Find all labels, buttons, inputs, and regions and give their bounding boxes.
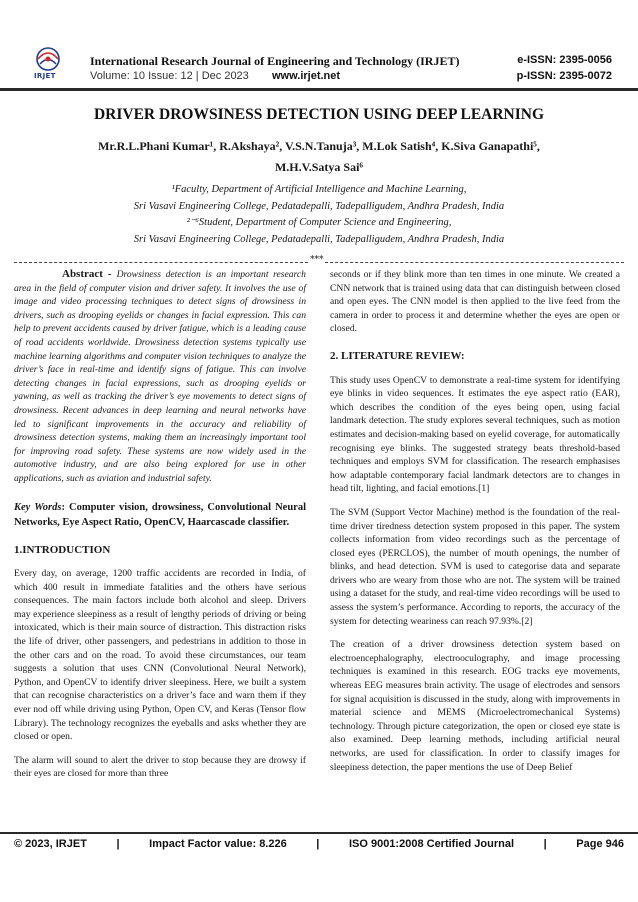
authors-line: M.H.V.Satya Sai⁶	[274, 160, 364, 174]
affiliation-line: ¹Faculty, Department of Artificial Intelligence and Machine Learning,	[171, 184, 467, 195]
abstract-text: Drowsiness detection is an important research area in the field of computer vision and driver safety. It involves the use of image and video processing techniques to detect signs of drowsiness in drivers, such as drooping eyelids or changes in facial expression. This can help to prevent accidents caused by driver fatigue, which is a leading cause of road accidents worldwide. Drowsiness detection systems typically use machine learning algorithms and computer vision techniques to analyze the driver’s face in real-time and identify signs of fatigue. This can involve detecting changes in facial expressions, such as drooping eyelids or yawning, as well as tracking the driver’s eye movements to detect signs of drowsiness. Recent advances in deep learning and neural networks have led to significant improvements in the accuracy and reliability of drowsiness detection systems, making them an increasingly important tool for improving road safety. These systems are now widely used in the automotive industry, and are also being explored for use in other applications, such as aviation and industrial safety.	[14, 269, 306, 484]
right-column	[330, 268, 620, 774]
keywords-label: Key Words	[14, 501, 62, 513]
footer-page-number: Page 946	[576, 838, 624, 850]
lit-paragraph: The creation of a driver drowsiness detection system based on electroencephalography, electrooculography, and image processing techniques is examined in this research. EOG tracks eye movements, whereas EEG measures brain activity. The usage of electrodes and sensors for signal acquisition is discussed in the study, along with improvements in material science and MEMS (Microelectromechanical Systems) technology. Through picture categorization, the open or closed eye state is also examined. Deep learning methods, including artificial neural networks, are used for classification. In order to classify images for sleepiness detection, the paper mentions the use of Deep Belief	[330, 639, 620, 773]
e-issn: e-ISSN: 2395-0056	[517, 54, 612, 66]
section-heading-literature: 2. LITERATURE REVIEW:	[330, 349, 465, 362]
journal-title: International Research Journal of Engineering and Technology (IRJET)	[90, 54, 460, 68]
intro-paragraph-continued: seconds or if they blink more than ten times in one minute. We created a CNN network that is trained using data that can distinguish between closed and open eyes. The CNN model is then applied to the live feed from the camera in order to process it and determine whether the eyes are open or closed.	[330, 269, 620, 335]
footer-impact-factor: Impact Factor value: 8.226	[149, 838, 287, 850]
page-footer	[14, 838, 624, 850]
logo-text: IRJET	[34, 72, 56, 80]
p-issn: p-ISSN: 2395-0072	[516, 70, 612, 82]
lit-paragraph: The SVM (Support Vector Machine) method is the foundation of the real-time driver tiredness detection system proposed in this paper. The system collects information from video recordings such as the percentage of closed eyes (PERCLOS), the number of mouth openings, the number of blinks, and head detection. SVM is used to categorise data and separate drivers who are weary from those who are not. The system will be trained using a dataset for the study, and real-time video recordings will be used to assess the system’s performance. According to reports, the accuracy of the system for detecting weariness can reach 97.93%.[2]	[330, 506, 620, 627]
keywords	[14, 500, 306, 530]
keywords-text: : Computer vision, drowsiness, Convolutional Neural Networks, Eye Aspect Ratio, OpenCV, Haarcascade classifier.	[14, 501, 306, 528]
authors	[40, 136, 598, 178]
lit-paragraph: This study uses OpenCV to demonstrate a real-time system for identifying eye blinks in video sequences. It estimates the eye aspect ratio (EAR), which describes the condition of the eyes being open, using facial landmark detection. The study explores several techniques, such as motion estimates and decision-making based on eyelid coverage, for automatically recognising eye blinks. The suggested strategy beats threshold-based techniques and employs SVM for classification. The research emphasises how adaptable contemporary facial landmark detectors are to changes in head tilt, lighting, and facial emotions.[1]	[330, 374, 620, 495]
volume-issue: Volume: 10 Issue: 12 | Dec 2023	[90, 70, 249, 82]
footer-iso: ISO 9001:2008 Certified Journal	[348, 838, 515, 850]
footer-copyright: © 2023, IRJET	[14, 838, 87, 850]
section-heading-introduction: 1.INTRODUCTION	[14, 543, 111, 556]
intro-paragraph: Every day, on average, 1200 traffic accidents are recorded in India, of which 400 result in immediate fatalities and the others have serious consequences. The main factors include both alcohol and sleep. Drivers may experience sleepiness as a result of lengthy periods of driving or being intoxicated, which is their main source of distraction. This distraction risks the life of driver, other passengers, and pedestrians in addition to those in the other cars and on the road. To avoid these circumstances, our team suggests a solution that uses CNN (Convolutional Neural Network), Python, and OpenCV to identify driver sleepiness. Here, we built a system that can recognise characteristics on a driver’s face and warn them if they ever nod off while driving using Python, Open CV, and Keras (Tensor flow Library). The technology recognizes the eyeballs and asks whether they are closed or open.	[14, 568, 306, 743]
intro-paragraph: The alarm will sound to alert the driver to stop because they are drowsy if their eyes are closed for more than three	[14, 754, 306, 780]
journal-website: www.irjet.net	[272, 70, 341, 82]
footer-rule	[0, 832, 638, 834]
affiliations	[40, 182, 598, 248]
affiliation-line: Sri Vasavi Engineering College, Pedatadepalli, Tadepalligudem, Andhra Pradesh, India	[133, 200, 505, 212]
footer-separator: |	[543, 838, 547, 850]
left-column	[14, 268, 306, 781]
abstract-heading: Abstract -	[62, 268, 117, 280]
footer-separator: |	[116, 838, 120, 850]
abstract	[14, 268, 306, 486]
page-header	[0, 0, 638, 84]
paper-title: DRIVER DROWSINESS DETECTION USING DEEP LEARNING	[93, 106, 545, 123]
authors-line: Mr.R.L.Phani Kumar¹, R.Akshaya², V.S.N.Tanuja³, M.Lok Satish⁴, K.Siva Ganapathi⁵,	[98, 139, 540, 153]
affiliation-line: ²⁻⁶Student, Department of Computer Science and Engineering,	[186, 217, 452, 228]
footer-separator: |	[316, 838, 320, 850]
header-rule	[0, 88, 638, 91]
divider-mark: ***	[310, 255, 324, 265]
affiliation-line: Sri Vasavi Engineering College, Pedatadepalli, Tadepalligudem, Andhra Pradesh, India	[133, 233, 505, 245]
